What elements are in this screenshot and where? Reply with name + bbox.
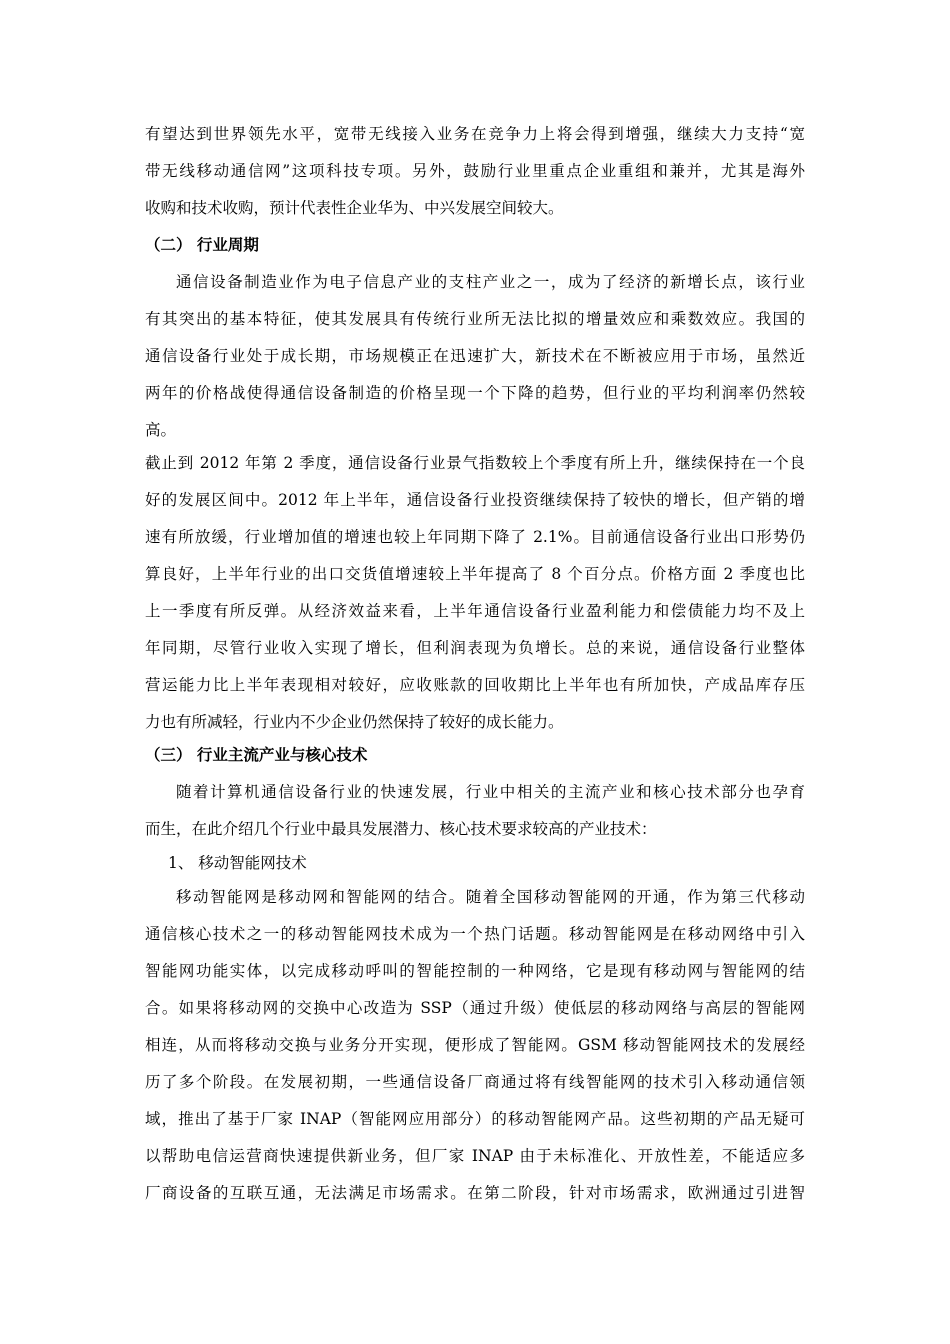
paragraph-line: 历了多个阶段。在发展初期，一些通信设备厂商通过将有线智能网的技术引入移动通信领 [145,1073,805,1091]
paragraph-line: 营运能力比上半年表现相对较好，应收账款的回收期比上半年也有所加快，产成品库存压 [145,676,805,694]
paragraph-line: 算良好，上半年行业的出口交货值增速较上半年提高了 8 个百分点。价格方面 2 季度也比 [145,565,805,583]
paragraph-line: 移动智能网是移动网和智能网的结合。随着全国移动智能网的开通，作为第三代移动 [176,888,805,906]
paragraph-line: 随着计算机通信设备行业的快速发展，行业中相关的主流产业和核心技术部分也孕育 [176,783,805,801]
paragraph-line: 通信核心技术之一的移动智能网技术成为一个热门话题。移动智能网是在移动网络中引入 [145,925,805,943]
paragraph-line: 而生，在此介绍几个行业中最具发展潜力、核心技术要求较高的产业技术： [145,820,657,838]
paragraph-line: 合。如果将移动网的交换中心改造为 SSP（通过升级）使低层的移动网络与高层的智能网 [145,999,805,1017]
paragraph-line: 截止到 2012 年第 2 季度，通信设备行业景气指数较上个季度有所上升，继续保持在一个良 [145,454,805,472]
paragraph-line: 有其突出的基本特征，使其发展具有传统行业所无法比拟的增量效应和乘数效应。我国的 [145,310,805,328]
section-heading-mainstream-tech: （三） 行业主流产业与核心技术 [145,745,368,764]
section-heading-industry-cycle: （二） 行业周期 [145,235,259,254]
paragraph-line: 带无线移动通信网”这项科技专项。另外，鼓励行业里重点企业重组和兼并，尤其是海外 [145,162,805,180]
paragraph-line: 通信设备制造业作为电子信息产业的支柱产业之一，成为了经济的新增长点，该行业 [176,273,805,291]
paragraph-line: 厂商设备的互联互通，无法满足市场需求。在第二阶段，针对市场需求，欧洲通过引进智 [145,1184,805,1202]
paragraph-line: 力也有所减轻，行业内不少企业仍然保持了较好的成长能力。 [145,713,564,731]
paragraph-line: 速有所放缓，行业增加值的增速也较上年同期下降了 2.1%。目前通信设备行业出口形势仍 [145,528,805,546]
paragraph-line: 域，推出了基于厂家 INAP（智能网应用部分）的移动智能网产品。这些初期的产品无疑可 [145,1110,805,1128]
list-item-mobile-intelligent-network: 1、 移动智能网技术 [168,854,307,872]
paragraph-line: 上一季度有所反弹。从经济效益来看，上半年通信设备行业盈利能力和偿债能力均不及上 [145,602,805,620]
paragraph-line: 以帮助电信运营商快速提供新业务，但厂家 INAP 由于未标准化、开放性差，不能适应多 [145,1147,805,1165]
paragraph-line: 智能网功能实体，以完成移动呼叫的智能控制的一种网络，它是现有移动网与智能网的结 [145,962,805,980]
paragraph-line: 通信设备行业处于成长期，市场规模正在迅速扩大，新技术在不断被应用于市场，虽然近 [145,347,805,365]
paragraph-line: 好的发展区间中。2012 年上半年，通信设备行业投资继续保持了较快的增长，但产销的增 [145,491,805,509]
paragraph-line: 高。 [145,421,177,439]
paragraph-line: 年同期，尽管行业收入实现了增长，但利润表现为负增长。总的来说，通信设备行业整体 [145,639,805,657]
paragraph-line: 有望达到世界领先水平，宽带无线接入业务在竞争力上将会得到增强，继续大力支持“宽 [145,125,805,143]
paragraph-line: 两年的价格战使得通信设备制造的价格呈现一个下降的趋势，但行业的平均利润率仍然较 [145,384,805,402]
paragraph-line: 相连，从而将移动交换与业务分开实现，便形成了智能网。GSM 移动智能网技术的发展经 [145,1036,805,1054]
paragraph-line: 收购和技术收购，预计代表性企业华为、中兴发展空间较大。 [145,199,564,217]
